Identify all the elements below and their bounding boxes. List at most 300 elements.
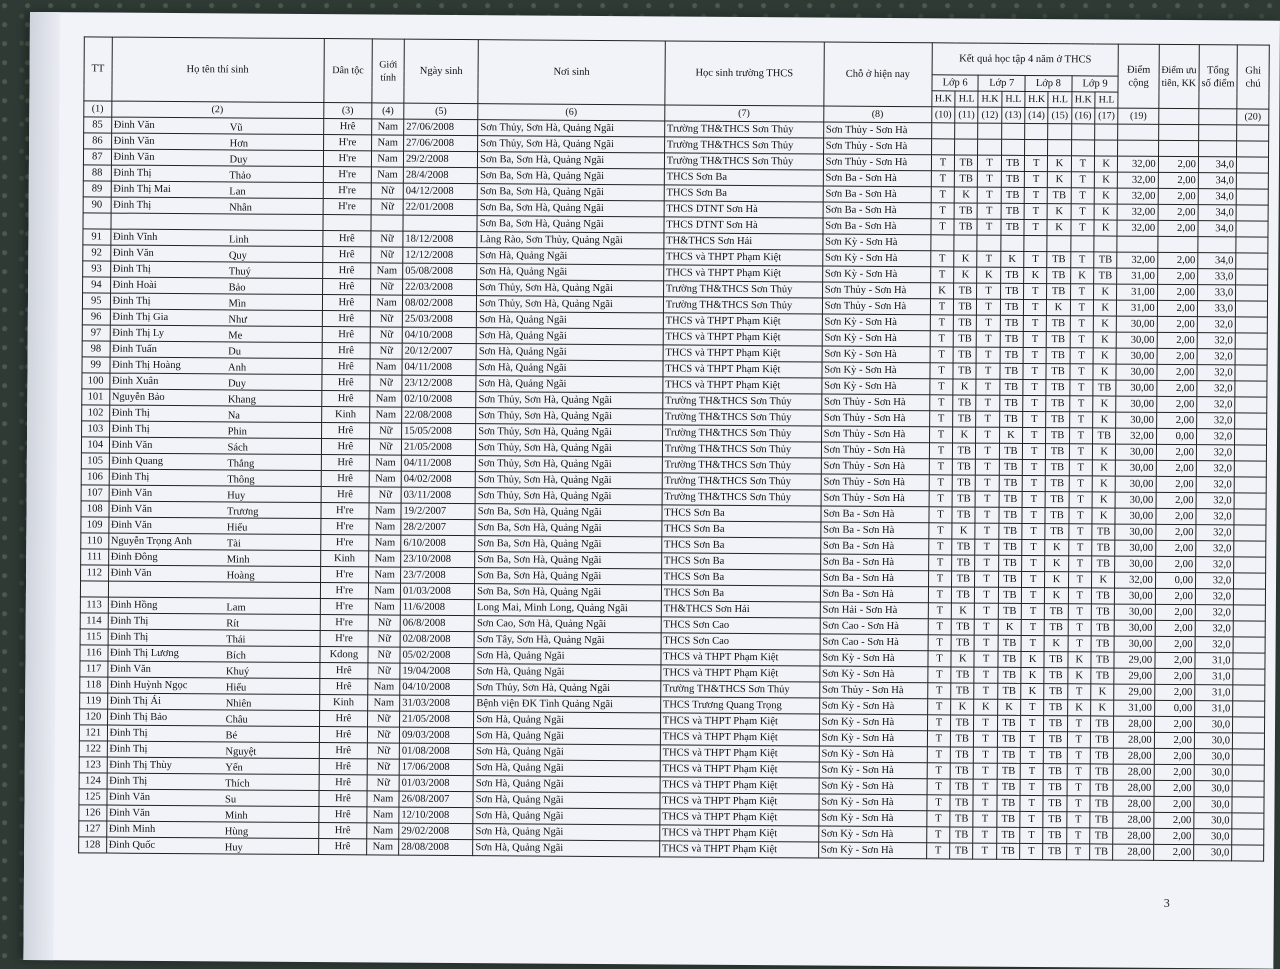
row-diem-cong: 30,00: [1117, 316, 1157, 332]
row-ghi-chu: [1236, 285, 1268, 301]
row-name: [106, 805, 318, 822]
row-dob: 01/08/2008: [399, 743, 473, 760]
row-grade: TB: [1092, 556, 1116, 572]
row-grade: K: [1093, 300, 1117, 316]
row-grade: K: [1068, 652, 1091, 668]
row-grade: TB: [1093, 380, 1117, 396]
row-ethnic: H're: [320, 535, 369, 551]
row-grade: T: [1021, 587, 1044, 603]
row-residence: Sơn Thủy - Sơn Hà: [821, 394, 929, 411]
row-school: THCS và THPT Phạm Kiệt: [660, 793, 819, 810]
row-grade: K: [1094, 284, 1118, 300]
row-grade: T: [1071, 172, 1094, 188]
row-dob: 6/10/2008: [401, 535, 475, 552]
row-sex: Nữ: [370, 327, 402, 343]
row-grade: T: [928, 571, 951, 587]
row-tong-diem: 32,0: [1197, 333, 1235, 349]
row-name: [110, 245, 322, 262]
row-grade: T: [1068, 540, 1091, 556]
row-grade: T: [1021, 699, 1044, 715]
row-ghi-chu: [1232, 797, 1264, 813]
row-grade: T: [928, 619, 951, 635]
row-first-name: Đinh Thị Lương: [110, 647, 179, 660]
row-birthplace: Sơn Ba, Sơn Hà, Quảng Ngãi: [475, 536, 662, 553]
row-diem-cong: 31,00: [1114, 700, 1154, 716]
row-ethnic: H're: [323, 183, 372, 199]
row-sex: Nữ: [368, 647, 400, 663]
row-grade: T: [977, 251, 1000, 267]
row-ethnic: Hrê: [323, 119, 372, 135]
row-name: [108, 517, 320, 534]
row-sex: Nam: [367, 839, 399, 855]
row-diem-cong: 32,00: [1117, 252, 1157, 268]
row-sex: Nam: [367, 823, 399, 839]
row-diem-uu-tien: 2,00: [1156, 412, 1196, 428]
row-given-name: Bích: [226, 650, 246, 662]
row-grade: T: [1022, 539, 1045, 555]
row-grade: K: [1094, 188, 1118, 204]
row-birthplace: Sơn Hà, Quảng Ngãi: [477, 248, 664, 265]
row-ethnic: Hrê: [319, 663, 368, 679]
row-grade: T: [1069, 412, 1092, 428]
row-grade: T: [978, 203, 1001, 219]
row-grade: T: [1020, 811, 1043, 827]
row-given-name: Minh: [224, 810, 248, 822]
row-sex: Nữ: [371, 231, 403, 247]
row-grade: T: [977, 219, 1000, 235]
row-given-name: Nguyệt: [225, 746, 257, 758]
row-school: THCS Sơn Ba: [661, 585, 820, 602]
row-grade: T: [1021, 715, 1044, 731]
row-diem-uu-tien: 2,00: [1155, 588, 1195, 604]
row-diem-uu-tien: 2,00: [1157, 348, 1197, 364]
row-grade: [1048, 124, 1071, 140]
row-grade: T: [927, 747, 950, 763]
row-grade: T: [973, 827, 996, 843]
row-tt: 105: [81, 453, 109, 469]
row-ghi-chu: [1233, 653, 1265, 669]
row-sex: Nữ: [368, 743, 400, 759]
row-ethnic: Hrê: [318, 791, 367, 807]
row-birthplace: Sơn Hà, Quảng Ngãi: [476, 376, 663, 393]
row-birthplace: Sơn Thủy, Sơn Hà, Quảng Ngãi: [474, 680, 661, 697]
row-ethnic: H're: [320, 631, 369, 647]
row-diem-cong: 30,00: [1117, 332, 1157, 348]
row-grade: T: [974, 667, 997, 683]
row-diem-cong: 30,00: [1116, 444, 1156, 460]
row-name: [108, 533, 320, 550]
row-grade: T: [974, 683, 997, 699]
row-diem-uu-tien: [1158, 236, 1198, 252]
row-grade: T: [976, 363, 999, 379]
row-dob: 04/11/2008: [402, 359, 476, 376]
row-grade: TB: [1000, 283, 1023, 299]
row-diem-cong: 32,00: [1118, 156, 1158, 172]
row-grade: [1001, 139, 1024, 155]
row-diem-uu-tien: 2,00: [1156, 492, 1196, 508]
row-birthplace: Sơn Hà, Quảng Ngãi: [474, 744, 661, 761]
row-diem-cong: 30,00: [1115, 604, 1155, 620]
row-school: THCS và THPT Phạm Kiệt: [660, 745, 819, 762]
row-tt: 125: [79, 789, 107, 805]
row-tt: 95: [82, 293, 110, 309]
row-grade: T: [928, 651, 951, 667]
row-name: [107, 773, 319, 790]
row-grade: T: [929, 491, 952, 507]
row-grade: T: [930, 299, 953, 315]
row-dob: 23/7/2008: [401, 567, 475, 584]
row-diem-cong: 31,00: [1117, 268, 1157, 284]
col-number: (15): [1048, 108, 1071, 124]
row-grade: T: [974, 715, 997, 731]
row-name: [111, 117, 323, 134]
row-grade: K: [1047, 300, 1070, 316]
row-grade: T: [975, 587, 998, 603]
row-grade: T: [977, 283, 1000, 299]
row-grade: [1025, 123, 1048, 139]
row-ghi-chu: [1234, 445, 1266, 461]
row-residence: Sơn Ba - Sơn Hà: [821, 506, 929, 523]
row-grade: TB: [997, 683, 1020, 699]
row-sex: Nữ: [370, 423, 402, 439]
row-name: [110, 341, 322, 358]
row-tt: 121: [79, 725, 107, 741]
row-dob: 18/12/2008: [403, 231, 477, 248]
row-diem-uu-tien: 2,00: [1154, 796, 1194, 812]
row-tong-diem: 32,0: [1196, 461, 1234, 477]
row-grade: TB: [1047, 268, 1070, 284]
row-school: TH&THCS Sơn Hải: [661, 601, 820, 618]
row-diem-uu-tien: 2,00: [1155, 620, 1195, 636]
row-diem-uu-tien: 2,00: [1156, 524, 1196, 540]
row-first-name: Đinh Quang: [111, 455, 164, 467]
row-diem-cong: 28,00: [1114, 716, 1154, 732]
row-grade: TB: [952, 491, 975, 507]
row-grade: [931, 123, 954, 139]
row-first-name: Đinh Thị Ly: [112, 327, 165, 339]
row-birthplace: Sơn Ba, Sơn Hà, Quảng Ngãi: [475, 552, 662, 569]
row-grade: TB: [998, 635, 1021, 651]
col-number: (12): [978, 107, 1001, 123]
row-grade: T: [1069, 476, 1092, 492]
row-diem-uu-tien: [1158, 124, 1198, 140]
row-ghi-chu: [1236, 221, 1268, 237]
row-tong-diem: 32,0: [1195, 637, 1233, 653]
row-grade: T: [976, 427, 999, 443]
row-given-name: Hùng: [224, 826, 249, 838]
row-grade: TB: [999, 523, 1022, 539]
row-birthplace: Sơn Ba, Sơn Hà, Quảng Ngãi: [475, 504, 662, 521]
col-hk: H.K: [1072, 92, 1095, 108]
row-first-name: Đinh Văn: [109, 791, 151, 803]
row-dob: 23/10/2008: [401, 551, 475, 568]
row-diem-cong: 32,00: [1118, 188, 1158, 204]
row-grade: T: [1067, 748, 1090, 764]
row-given-name: Lam: [226, 602, 246, 614]
row-name: [111, 197, 323, 214]
row-sex: Nữ: [370, 343, 402, 359]
row-grade: K: [1048, 172, 1071, 188]
row-grade: T: [927, 779, 950, 795]
row-grade: TB: [1001, 219, 1024, 235]
row-tt: 97: [82, 325, 110, 341]
row-grade: TB: [1047, 284, 1070, 300]
row-grade: [955, 139, 978, 155]
row-given-name: Hoàng: [226, 570, 255, 582]
row-dob: 19/2/2007: [401, 503, 475, 520]
row-grade: TB: [999, 459, 1022, 475]
row-grade: TB: [998, 571, 1021, 587]
row-ethnic: Hrê: [321, 359, 370, 375]
row-diem-cong: 30,00: [1115, 524, 1155, 540]
row-diem-uu-tien: 2,00: [1158, 204, 1198, 220]
row-given-name: Thái: [226, 634, 246, 646]
row-tt: 100: [82, 373, 110, 389]
row-ethnic: H're: [320, 599, 369, 615]
row-name: [109, 469, 321, 486]
row-ghi-chu: [1236, 189, 1268, 205]
row-grade: TB: [1044, 716, 1067, 732]
row-grade: T: [930, 347, 953, 363]
row-grade: [1094, 236, 1118, 252]
row-birthplace: Sơn Thủy, Sơn Hà, Quảng Ngãi: [476, 408, 663, 425]
row-diem-uu-tien: 2,00: [1156, 444, 1196, 460]
row-name: [107, 693, 319, 710]
row-grade: K: [954, 187, 977, 203]
row-sex: Nữ: [368, 711, 400, 727]
row-first-name: Đinh Thị: [112, 295, 151, 307]
row-grade: T: [928, 603, 951, 619]
row-grade: TB: [953, 347, 976, 363]
row-given-name: Châu: [225, 714, 248, 726]
row-dob: 28/2/2007: [401, 519, 475, 536]
row-grade: T: [973, 795, 996, 811]
row-grade: TB: [1001, 187, 1024, 203]
row-tt: 118: [80, 677, 108, 693]
row-grade: K: [1092, 476, 1116, 492]
row-grade: [1001, 235, 1024, 251]
row-dob: 25/03/2008: [402, 311, 476, 328]
row-grade: T: [1067, 780, 1090, 796]
row-grade: T: [927, 715, 950, 731]
row-grade: T: [1020, 763, 1043, 779]
row-grade: TB: [1045, 492, 1068, 508]
row-diem-cong: 32,00: [1117, 204, 1157, 220]
row-birthplace: Sơn Thủy, Sơn Hà, Quảng Ngãi: [477, 280, 664, 297]
row-grade: TB: [954, 299, 977, 315]
row-birthplace: Sơn Thủy, Sơn Hà, Quảng Ngãi: [475, 488, 662, 505]
row-grade: K: [1045, 588, 1068, 604]
row-sex: Nữ: [371, 311, 403, 327]
row-given-name: Bé: [225, 730, 238, 742]
row-birthplace: Sơn Thủy, Sơn Hà, Quảng Ngãi: [476, 424, 663, 441]
row-first-name: Đinh Hồng: [110, 599, 158, 611]
row-grade: TB: [999, 395, 1022, 411]
row-grade: T: [1022, 555, 1045, 571]
row-tong-diem: 34,0: [1198, 221, 1236, 237]
row-ethnic: H're: [320, 583, 369, 599]
row-grade: T: [976, 459, 999, 475]
row-diem-uu-tien: 2,00: [1153, 844, 1193, 860]
row-tt: 92: [83, 245, 111, 261]
row-dob: 04/10/2008: [402, 327, 476, 344]
row-residence: Sơn Ba - Sơn Hà: [823, 170, 931, 187]
row-tt: 127: [79, 821, 107, 837]
row-grade: T: [1024, 203, 1047, 219]
row-tt: 102: [82, 405, 110, 421]
row-tong-diem: 32,0: [1196, 541, 1234, 557]
row-grade: TB: [951, 635, 974, 651]
row-grade: TB: [997, 779, 1020, 795]
row-ghi-chu: [1236, 157, 1268, 173]
row-grade: TB: [952, 459, 975, 475]
row-grade: K: [1044, 636, 1067, 652]
row-tt: 87: [83, 149, 111, 165]
row-tong-diem: 33,0: [1197, 301, 1235, 317]
row-grade: TB: [1044, 668, 1067, 684]
row-dob: 09/03/2008: [399, 727, 473, 744]
row-grade: T: [929, 539, 952, 555]
row-grade: TB: [1001, 171, 1024, 187]
row-school: THCS và THPT Phạm Kiệt: [659, 841, 818, 858]
row-given-name: Hơn: [229, 138, 249, 150]
row-diem-cong: 30,00: [1115, 620, 1155, 636]
row-tong-diem: 31,0: [1195, 669, 1233, 685]
row-ethnic: Hrê: [322, 311, 371, 327]
row-name: [109, 501, 321, 518]
row-dob: 27/06/2008: [404, 135, 478, 152]
col-lop7: Lớp 7: [978, 75, 1025, 91]
row-residence: Sơn Hải - Sơn Hà: [820, 602, 928, 619]
row-ghi-chu: [1233, 669, 1265, 685]
row-sex: Nam: [367, 791, 399, 807]
row-ethnic: Hrê: [319, 775, 368, 791]
row-grade: TB: [1000, 331, 1023, 347]
row-grade: TB: [997, 715, 1020, 731]
row-birthplace: Sơn Hà, Quảng Ngãi: [477, 264, 664, 281]
row-residence: Sơn Ba - Sơn Hà: [820, 570, 928, 587]
row-residence: Sơn Kỳ - Sơn Hà: [818, 842, 926, 859]
row-ethnic: Hrê: [319, 759, 368, 775]
row-name: [111, 133, 323, 150]
row-grade: K: [1024, 267, 1047, 283]
row-tong-diem: [1199, 125, 1237, 141]
row-dob: 22/03/2008: [403, 279, 477, 296]
row-tong-diem: 30,0: [1194, 717, 1232, 733]
row-diem-cong: [1118, 140, 1158, 156]
row-tt: 99: [82, 357, 110, 373]
row-birthplace: Sơn Ba, Sơn Hà, Quảng Ngãi: [477, 216, 664, 233]
row-first-name: Đinh Văn: [111, 439, 153, 451]
row-grade: TB: [1091, 668, 1115, 684]
row-first-name: Đinh Thị: [110, 615, 149, 627]
row-dob: 03/11/2008: [401, 487, 475, 504]
row-grade: K: [1094, 204, 1118, 220]
row-tong-diem: 34,0: [1198, 205, 1236, 221]
row-diem-uu-tien: 0,00: [1154, 700, 1194, 716]
row-grade: [1071, 140, 1094, 156]
row-grade: T: [930, 395, 953, 411]
row-grade: TB: [1046, 348, 1069, 364]
row-grade: TB: [1043, 844, 1066, 860]
row-grade: TB: [953, 443, 976, 459]
row-tt: 106: [81, 469, 109, 485]
row-ghi-chu: [1236, 205, 1268, 221]
row-school: THCS và THPT Phạm Kiệt: [661, 665, 820, 682]
row-first-name: Đinh Hoài: [112, 279, 157, 291]
row-grade: T: [974, 763, 997, 779]
row-residence: Sơn Ba - Sơn Hà: [823, 202, 931, 219]
row-residence: Sơn Kỳ - Sơn Hà: [822, 266, 930, 283]
row-sex: Nam: [372, 135, 404, 151]
row-grade: T: [978, 155, 1001, 171]
row-residence: Sơn Thủy - Sơn Hà: [821, 474, 929, 491]
row-tong-diem: 32,0: [1196, 509, 1234, 525]
row-grade: [1001, 123, 1024, 139]
row-school: THCS và THPT Phạm Kiệt: [660, 777, 819, 794]
row-tt: [83, 213, 111, 229]
row-dob: 01/03/2008: [400, 583, 474, 600]
col-number: (6): [478, 104, 665, 121]
row-given-name: Huy: [224, 842, 243, 854]
row-name: [107, 661, 319, 678]
row-grade: T: [1021, 619, 1044, 635]
row-sex: Nữ: [368, 663, 400, 679]
row-grade: T: [928, 555, 951, 571]
row-birthplace: Sơn Hà, Quảng Ngãi: [476, 344, 663, 361]
row-grade: TB: [1090, 732, 1114, 748]
row-first-name: Đinh Thị Thùy: [109, 759, 172, 772]
row-sex: Nam: [369, 471, 401, 487]
row-name: [108, 549, 320, 566]
row-name: [108, 581, 320, 598]
row-sex: Nữ: [369, 487, 401, 503]
row-grade: K: [999, 427, 1022, 443]
row-given-name: Hiếu: [226, 522, 248, 534]
row-tong-diem: 32,0: [1197, 349, 1235, 365]
row-grade: TB: [950, 795, 973, 811]
row-grade: T: [976, 475, 999, 491]
row-name: [109, 485, 321, 502]
row-grade: T: [1023, 379, 1046, 395]
row-diem-uu-tien: 2,00: [1157, 332, 1197, 348]
row-grade: TB: [1043, 796, 1066, 812]
row-grade: TB: [1000, 315, 1023, 331]
row-school: Trường TH&THCS Sơn Thủy: [663, 297, 822, 314]
row-first-name: Đinh Thị: [109, 743, 148, 755]
row-grade: T: [976, 443, 999, 459]
row-grade: K: [1093, 348, 1117, 364]
row-grade: TB: [953, 363, 976, 379]
row-birthplace: Sơn Ba, Sơn Hà, Quảng Ngãi: [478, 152, 665, 169]
row-grade: TB: [997, 811, 1020, 827]
col-number: (17): [1095, 108, 1119, 124]
row-grade: TB: [951, 619, 974, 635]
row-ethnic: Kinh: [320, 551, 369, 567]
row-ghi-chu: [1236, 173, 1268, 189]
row-grade: TB: [951, 667, 974, 683]
row-tt: 109: [81, 517, 109, 533]
row-tong-diem: 32,0: [1197, 397, 1235, 413]
row-grade: T: [929, 459, 952, 475]
row-name: [109, 389, 321, 406]
row-given-name: Như: [228, 314, 247, 326]
row-tt: 119: [80, 693, 108, 709]
row-diem-uu-tien: 2,00: [1158, 156, 1198, 172]
row-grade: [1071, 124, 1094, 140]
row-name: [107, 757, 319, 774]
row-grade: TB: [999, 475, 1022, 491]
